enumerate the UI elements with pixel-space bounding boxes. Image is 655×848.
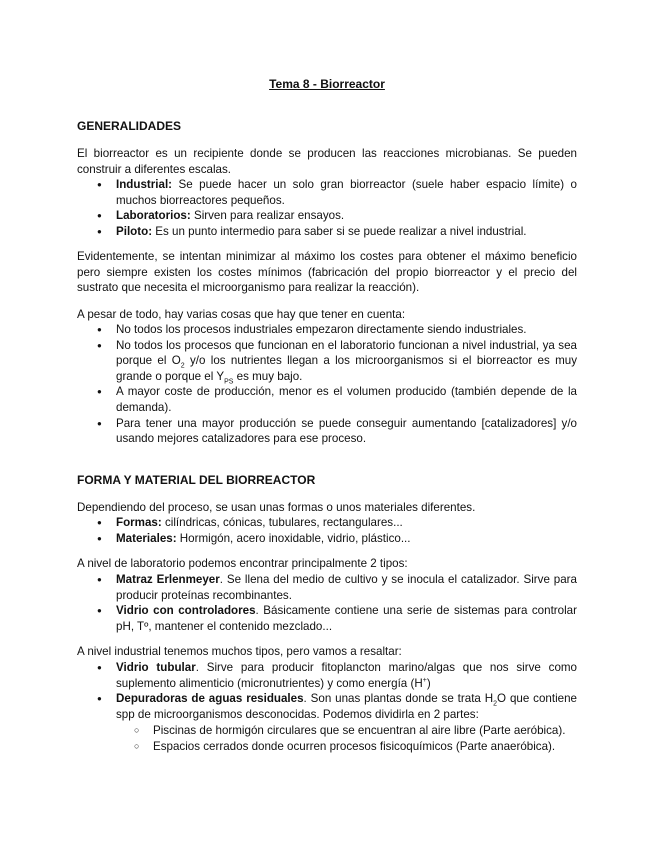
considerations-list <box>97 322 577 447</box>
list-item <box>97 660 577 691</box>
list-item <box>97 691 577 722</box>
scales-list <box>97 177 577 239</box>
list-item <box>97 384 577 415</box>
term: Laboratorios: <box>116 209 191 223</box>
item-text: Espacios cerrados donde ocurren procesos fisicoquímicos (Parte anaeróbica). <box>153 739 556 753</box>
heading-generalidades: GENERALIDADES <box>77 119 182 133</box>
item-text: . Básicamente contiene una serie de sistemas para controlar pH, Tº, mantener el contenido mezclado... <box>116 604 577 633</box>
list-item <box>97 224 577 240</box>
term: Piloto: <box>116 224 153 238</box>
item-text: No todos los procesos industriales empezaron directamente siendo industriales. <box>116 323 527 336</box>
list-item <box>97 572 577 603</box>
item-text: Sirven para realizar ensayos. <box>190 209 345 223</box>
item-text: Se puede hacer un solo gran biorreactor (suele haber espacio límite) o muchos biorreactores pequeños. <box>116 178 577 207</box>
item-text: Hormigón, acero inoxidable, vidrio, plástico... <box>176 531 411 545</box>
forma-list <box>97 515 577 546</box>
subscript: 2 <box>493 700 498 708</box>
item-text: A mayor coste de producción, menor es el volumen producido (también depende de la demanda). <box>116 385 577 414</box>
term: Industrial: <box>116 178 173 191</box>
depuradoras-sublist <box>134 723 577 754</box>
list-item <box>97 177 577 208</box>
superscript: + <box>422 676 427 684</box>
list-item <box>134 723 577 739</box>
list-item <box>97 416 577 447</box>
item-text: No todos los procesos que funcionan en el laboratorio funcionan a nivel industrial, ya sea porque el O <box>116 338 577 368</box>
term: Vidrio con controladores <box>116 604 256 618</box>
list-item <box>97 338 577 385</box>
considerations-intro: A pesar de todo, hay varias cosas que hay que tener en cuenta: <box>77 308 406 321</box>
list-item <box>97 322 577 338</box>
term: Matraz Erlenmeyer <box>116 573 220 586</box>
list-item <box>97 515 577 531</box>
item-text: Piscinas de hormigón circulares que se encuentran al aire libre (Parte aeróbica). <box>153 724 566 737</box>
subscript: 2 <box>180 362 185 370</box>
list-item <box>134 739 577 755</box>
item-text: . Sirve para producir fitoplancton marino/algas que nos sirve como suplemento alimenticio (micronutrientes) y como energía (H <box>116 661 577 690</box>
term: Vidrio tubular <box>116 661 196 674</box>
intro-paragraph: El biorreactor es un recipiente donde se producen las reacciones microbianas. Se pueden construir a diferentes escalas. <box>77 147 577 176</box>
item-text: O que contiene spp de microorganismos desconocidas. Podemos dividirla en 2 partes: <box>116 692 577 721</box>
lab-list <box>97 572 577 634</box>
subscript: PS <box>224 378 234 386</box>
item-text: . Se llena del medio de cultivo y se inocula el catalizador. Sirve para producir proteínas recombinantes. <box>116 573 577 602</box>
item-text: Para tener una mayor producción se puede conseguir aumentando [catalizadores] y/o usando mejores catalizadores para ese proceso. <box>116 416 577 446</box>
list-item <box>97 531 577 547</box>
item-text: Es un punto intermedio para saber si se puede realizar a nivel industrial. <box>152 224 527 238</box>
term: Materiales: <box>116 531 177 545</box>
lab-intro: A nivel de laboratorio podemos encontrar principalmente 2 tipos: <box>77 557 408 570</box>
forma-intro: Dependiendo del proceso, se usan unas formas o unos materiales diferentes. <box>77 501 476 514</box>
item-text: y/o los nutrientes llegan a los microorganismos si el biorreactor es muy grande o porque el Y <box>116 354 577 383</box>
item-text: ) <box>426 676 431 690</box>
industrial-list <box>97 660 577 722</box>
item-text: . Son unas plantas donde se trata H <box>303 692 494 706</box>
list-item <box>97 603 577 634</box>
term: Depuradoras de aguas residuales <box>116 692 304 706</box>
heading-forma-material: FORMA Y MATERIAL DEL BIORREACTOR <box>77 473 316 487</box>
costs-paragraph: Evidentemente, se intentan minimizar al máximo los costes para obtener el máximo beneficio pero siempre existen los costes mínimos (fabricación del propio biorreactor y el precio del sustrato que necesita el microorganismo para realizar la reacción). <box>77 250 577 295</box>
term: Formas: <box>116 516 162 529</box>
industrial-intro: A nivel industrial tenemos muchos tipos, pero vamos a resaltar: <box>77 645 402 658</box>
list-item <box>97 208 577 224</box>
item-text: es muy bajo. <box>233 369 303 383</box>
page-title: Tema 8 - Biorreactor <box>269 77 385 91</box>
item-text: cilíndricas, cónicas, tubulares, rectangulares... <box>161 516 403 529</box>
